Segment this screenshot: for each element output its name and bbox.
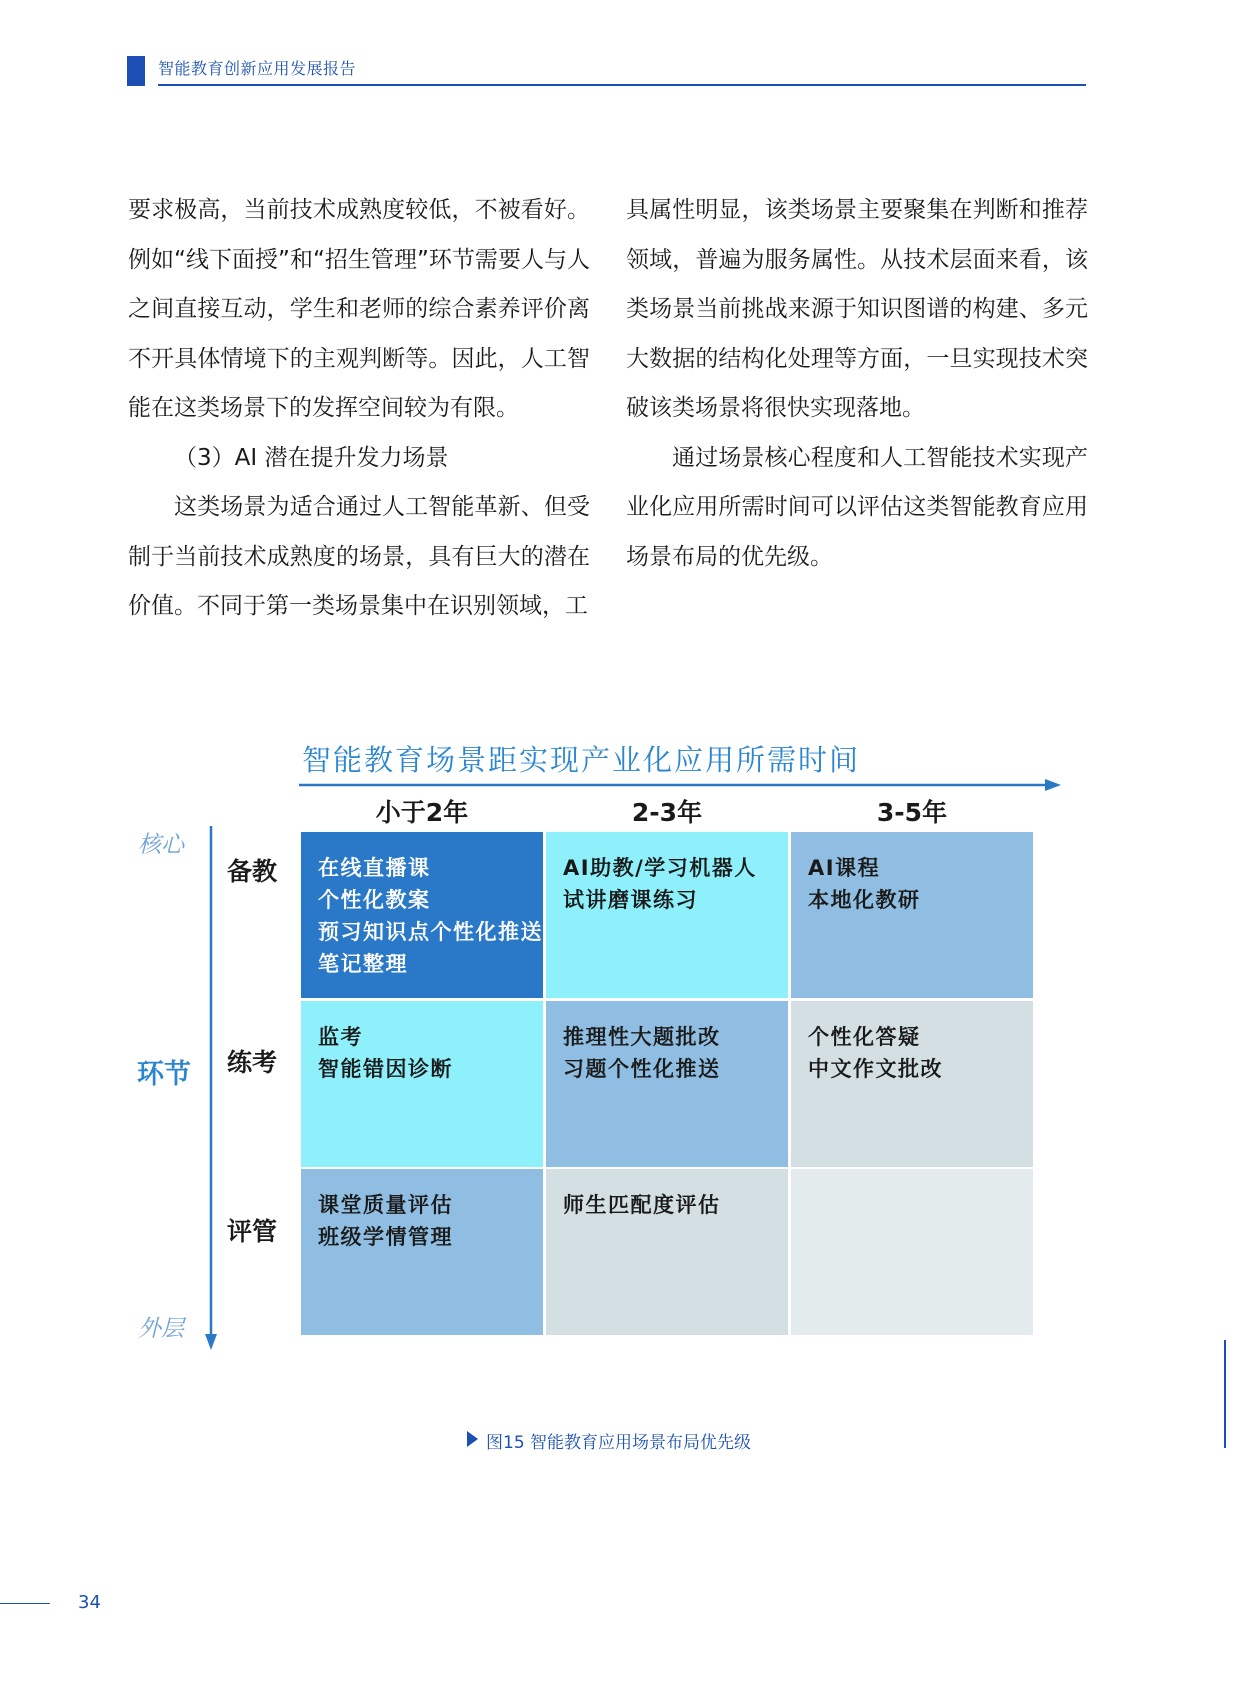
footer-rule (0, 1603, 50, 1604)
scenario-item: 个性化教案 (318, 888, 431, 912)
axis-label-link: 环节 (137, 1059, 191, 1090)
scenario-cell (546, 832, 788, 998)
header-color-block (127, 56, 145, 86)
scenario-item: 课堂质量评估 (318, 1193, 453, 1217)
column-header-2-3: 2-3年 (631, 798, 703, 827)
column-header-3-5: 3-5年 (876, 798, 948, 827)
row-header-practice: 练考 (227, 1048, 278, 1077)
column-header-lt2: 小于2年 (375, 798, 469, 827)
scenario-item: 预习知识点个性化推送 (318, 920, 543, 944)
scenario-item: 习题个性化推送 (563, 1057, 721, 1081)
paragraph: 通过场景核心程度和人工智能技术实现产业化应用所需时间可以评估这类智能教育应用场景布局的优先级。 (626, 444, 1088, 570)
body-column-left (128, 186, 590, 632)
scenario-cell (301, 832, 543, 998)
page-edge-bar (1224, 1340, 1226, 1448)
scenario-cell (791, 1169, 1033, 1335)
scenario-item: 智能错因诊断 (318, 1057, 453, 1081)
scenario-item: 班级学情管理 (318, 1225, 453, 1249)
scenario-item: 笔记整理 (318, 952, 408, 976)
axis-label-outer: 外层 (138, 1316, 184, 1342)
scenario-cell (546, 1169, 788, 1335)
scenario-item: 在线直播课 (318, 856, 431, 880)
scenario-item: 监考 (318, 1025, 363, 1049)
figure-caption: 图15 智能教育应用场景布局优先级 (486, 1433, 752, 1453)
page-number: 34 (78, 1592, 101, 1613)
scenario-item: AI助教/学习机器人 (563, 856, 757, 880)
scenario-item: 师生匹配度评估 (563, 1193, 721, 1217)
paragraph: （3）AI 潜在提升发力场景 (174, 444, 449, 471)
scenario-item: 本地化教研 (808, 888, 921, 912)
paragraph: 这类场景为适合通过人工智能革新、但受制于当前技术成熟度的场景，具有巨大的潜在价值。不同于第一类场景集中在识别领域，工 (128, 494, 590, 619)
row-header-prep: 备教 (227, 857, 278, 886)
report-title: 智能教育创新应用发展报告 (158, 59, 357, 78)
core-axis-arrow (203, 826, 219, 1350)
scenario-cell (791, 832, 1033, 998)
scenario-cell (301, 1169, 543, 1335)
scenario-item: 推理性大题批改 (563, 1025, 721, 1049)
scenario-item: 个性化答疑 (808, 1025, 921, 1049)
axis-label-core: 核心 (138, 832, 184, 858)
paragraph: 要求极高，当前技术成熟度较低，不被看好。例如“线下面授”和“招生管理”环节需要人与人之间直接互动，学生和老师的综合素养评价离不开具体情境下的主观判断等。因此，人工智能在这类场景下的发挥空间较为有限。 (128, 197, 590, 421)
scenario-cell (546, 1001, 788, 1167)
row-header-assess: 评管 (227, 1217, 278, 1246)
scenario-item: 试讲磨课练习 (563, 888, 698, 912)
scenario-item: AI课程 (808, 856, 881, 880)
caption-triangle-icon (467, 1431, 478, 1447)
scenario-cell (301, 1001, 543, 1167)
diagram-title: 智能教育场景距实现产业化应用所需时间 (302, 743, 861, 777)
paragraph: 具属性明显，该类场景主要聚集在判断和推荐领域，普遍为服务属性。从技术层面来看，该类场景当前挑战来源于知识图谱的构建、多元大数据的结构化处理等方面，一旦实现技术突破该类场景将很快实现落地。 (626, 197, 1088, 421)
body-column-right (626, 186, 1088, 582)
scenario-cell (791, 1001, 1033, 1167)
time-axis-arrow (299, 777, 1061, 793)
scenario-item: 中文作文批改 (808, 1057, 943, 1081)
header-rule (158, 84, 1086, 86)
